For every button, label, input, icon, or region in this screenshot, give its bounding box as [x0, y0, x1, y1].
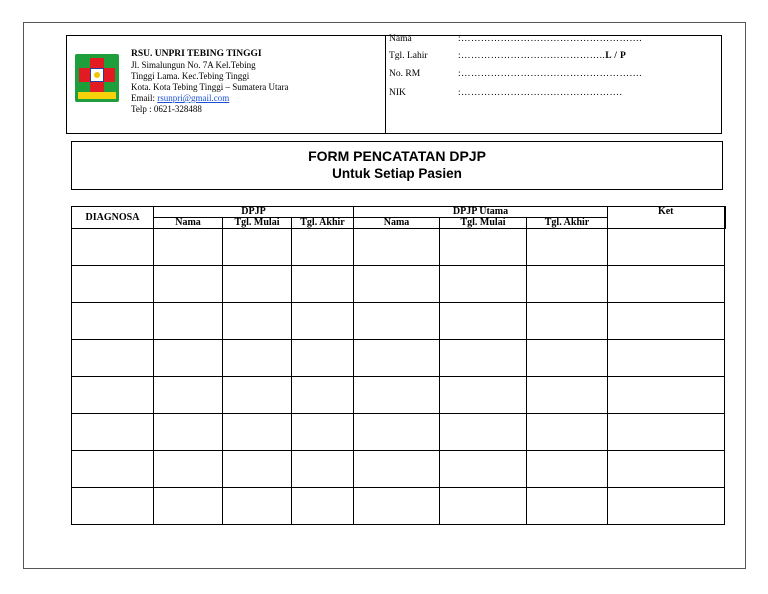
email-link[interactable]: rsunpri@gmail.com: [157, 93, 230, 103]
table-body: [72, 229, 725, 525]
hospital-name: RSU. UNPRI TEBING TINGGI: [131, 49, 262, 59]
cell-utama-tgl-akhir[interactable]: [527, 229, 608, 266]
logo-ribbon: [78, 92, 116, 99]
cell-dpjp-tgl-mulai[interactable]: [223, 377, 292, 414]
header-utama-nama: Nama: [354, 218, 440, 229]
table-row: [72, 377, 725, 414]
cell-dpjp-nama[interactable]: [154, 303, 223, 340]
cell-dpjp-nama[interactable]: [154, 266, 223, 303]
cell-utama-nama[interactable]: [354, 229, 440, 266]
field-label-tgl-lahir: Tgl. Lahir: [389, 51, 428, 61]
cell-utama-tgl-mulai[interactable]: [440, 488, 527, 525]
cell-dpjp-tgl-akhir[interactable]: [292, 340, 354, 377]
header-diagnosa: DIAGNOSA: [72, 207, 154, 229]
dpjp-table: [71, 206, 726, 525]
form-header: [66, 35, 722, 134]
table-row: [72, 229, 725, 266]
address-line-1: Jl. Simalungun No. 7A Kel.Tebing: [131, 60, 256, 70]
cell-utama-tgl-akhir[interactable]: [527, 340, 608, 377]
cell-utama-nama[interactable]: [354, 266, 440, 303]
cell-utama-tgl-mulai[interactable]: [440, 377, 527, 414]
cell-diagnosa[interactable]: [72, 488, 154, 525]
cell-dpjp-nama[interactable]: [154, 451, 223, 488]
hospital-info: [131, 49, 288, 115]
header-dpjp-tgl-mulai: Tgl. Mulai: [223, 218, 292, 229]
address-line-3: Kota. Kota Tebing Tinggi – Sumatera Utara: [131, 82, 289, 92]
cell-dpjp-nama[interactable]: [154, 340, 223, 377]
phone-line: Telp : 0621-328488: [131, 104, 202, 114]
cell-utama-tgl-mulai[interactable]: [440, 414, 527, 451]
field-value-nik[interactable]: :………………………………………….: [458, 88, 623, 98]
form-subtitle: Untuk Setiap Pasien: [332, 166, 462, 181]
cell-utama-tgl-akhir[interactable]: [527, 414, 608, 451]
field-no-rm[interactable]: [389, 69, 719, 83]
field-label-nik: NIK: [389, 88, 406, 98]
cell-diagnosa[interactable]: [72, 377, 154, 414]
cell-dpjp-tgl-mulai[interactable]: [223, 451, 292, 488]
field-value-nama[interactable]: :……………………………………………….: [458, 34, 643, 44]
cell-dpjp-tgl-mulai[interactable]: [223, 266, 292, 303]
header-divider: [385, 36, 386, 133]
field-tgl-lahir[interactable]: [389, 51, 719, 65]
cell-ket[interactable]: [608, 229, 725, 266]
cell-utama-tgl-akhir[interactable]: [527, 303, 608, 340]
header-dpjp: DPJP: [154, 207, 354, 218]
cell-diagnosa[interactable]: [72, 340, 154, 377]
cell-dpjp-tgl-akhir[interactable]: [292, 451, 354, 488]
hospital-logo: [75, 54, 119, 102]
cell-utama-tgl-akhir[interactable]: [527, 488, 608, 525]
cell-ket[interactable]: [608, 340, 725, 377]
field-label-nama: Nama: [389, 34, 412, 44]
header-dpjp-nama: Nama: [154, 218, 223, 229]
cell-utama-tgl-akhir[interactable]: [527, 266, 608, 303]
cell-utama-tgl-mulai[interactable]: [440, 303, 527, 340]
email-line: [131, 93, 288, 104]
cell-utama-tgl-mulai[interactable]: [440, 340, 527, 377]
cell-utama-nama[interactable]: [354, 414, 440, 451]
table-row: [72, 488, 725, 525]
cell-dpjp-tgl-akhir[interactable]: [292, 266, 354, 303]
table-row: [72, 340, 725, 377]
cell-utama-nama[interactable]: [354, 377, 440, 414]
table-row: [72, 451, 725, 488]
cell-ket[interactable]: [608, 377, 725, 414]
cell-dpjp-nama[interactable]: [154, 488, 223, 525]
cell-utama-tgl-mulai[interactable]: [440, 266, 527, 303]
cell-dpjp-tgl-akhir[interactable]: [292, 488, 354, 525]
cell-utama-nama[interactable]: [354, 488, 440, 525]
cell-ket[interactable]: [608, 303, 725, 340]
cell-dpjp-tgl-akhir[interactable]: [292, 377, 354, 414]
cell-diagnosa[interactable]: [72, 229, 154, 266]
address-line-2: Tinggi Lama. Kec.Tebing Tinggi: [131, 71, 250, 81]
email-label: Email:: [131, 93, 155, 103]
header-utama-tgl-akhir: Tgl. Akhir: [527, 218, 608, 229]
header-dpjp-tgl-akhir: Tgl. Akhir: [292, 218, 354, 229]
cell-dpjp-tgl-akhir[interactable]: [292, 229, 354, 266]
field-nik[interactable]: [389, 88, 719, 102]
table-row: [72, 303, 725, 340]
form-title: FORM PENCATATAN DPJP: [308, 148, 486, 164]
cell-utama-tgl-mulai[interactable]: [440, 451, 527, 488]
cell-dpjp-tgl-mulai[interactable]: [223, 303, 292, 340]
cell-diagnosa[interactable]: [72, 451, 154, 488]
cell-dpjp-tgl-mulai[interactable]: [223, 229, 292, 266]
cell-utama-tgl-mulai[interactable]: [440, 229, 527, 266]
field-nama[interactable]: [389, 34, 719, 48]
cell-utama-nama[interactable]: [354, 303, 440, 340]
emblem-icon: [90, 68, 104, 82]
cell-dpjp-tgl-akhir[interactable]: [292, 303, 354, 340]
cell-ket[interactable]: [608, 488, 725, 525]
cell-ket[interactable]: [608, 414, 725, 451]
cell-dpjp-tgl-mulai[interactable]: [223, 488, 292, 525]
header-utama-tgl-mulai: Tgl. Mulai: [440, 218, 527, 229]
cell-ket[interactable]: [608, 266, 725, 303]
field-value-tgl-lahir[interactable]: :……………………………………..L / P: [458, 51, 627, 61]
cell-dpjp-nama[interactable]: [154, 414, 223, 451]
cell-dpjp-nama[interactable]: [154, 377, 223, 414]
cell-utama-tgl-akhir[interactable]: [527, 377, 608, 414]
field-value-no-rm[interactable]: :……………………………………………….: [458, 69, 643, 79]
cell-utama-nama[interactable]: [354, 451, 440, 488]
table-row: [72, 266, 725, 303]
cell-diagnosa[interactable]: [72, 414, 154, 451]
cell-dpjp-tgl-akhir[interactable]: [292, 414, 354, 451]
cell-utama-tgl-akhir[interactable]: [527, 451, 608, 488]
cell-dpjp-nama[interactable]: [154, 229, 223, 266]
field-label-no-rm: No. RM: [389, 69, 421, 79]
cell-dpjp-tgl-mulai[interactable]: [223, 340, 292, 377]
table-row: [72, 414, 725, 451]
cell-diagnosa[interactable]: [72, 303, 154, 340]
cell-ket[interactable]: [608, 451, 725, 488]
cell-utama-nama[interactable]: [354, 340, 440, 377]
header-ket: Ket: [608, 207, 725, 229]
cell-dpjp-tgl-mulai[interactable]: [223, 414, 292, 451]
cell-diagnosa[interactable]: [72, 266, 154, 303]
gender-option[interactable]: L / P: [605, 51, 627, 61]
form-title-box: [71, 141, 723, 190]
header-dpjp-utama: DPJP Utama: [354, 207, 608, 218]
